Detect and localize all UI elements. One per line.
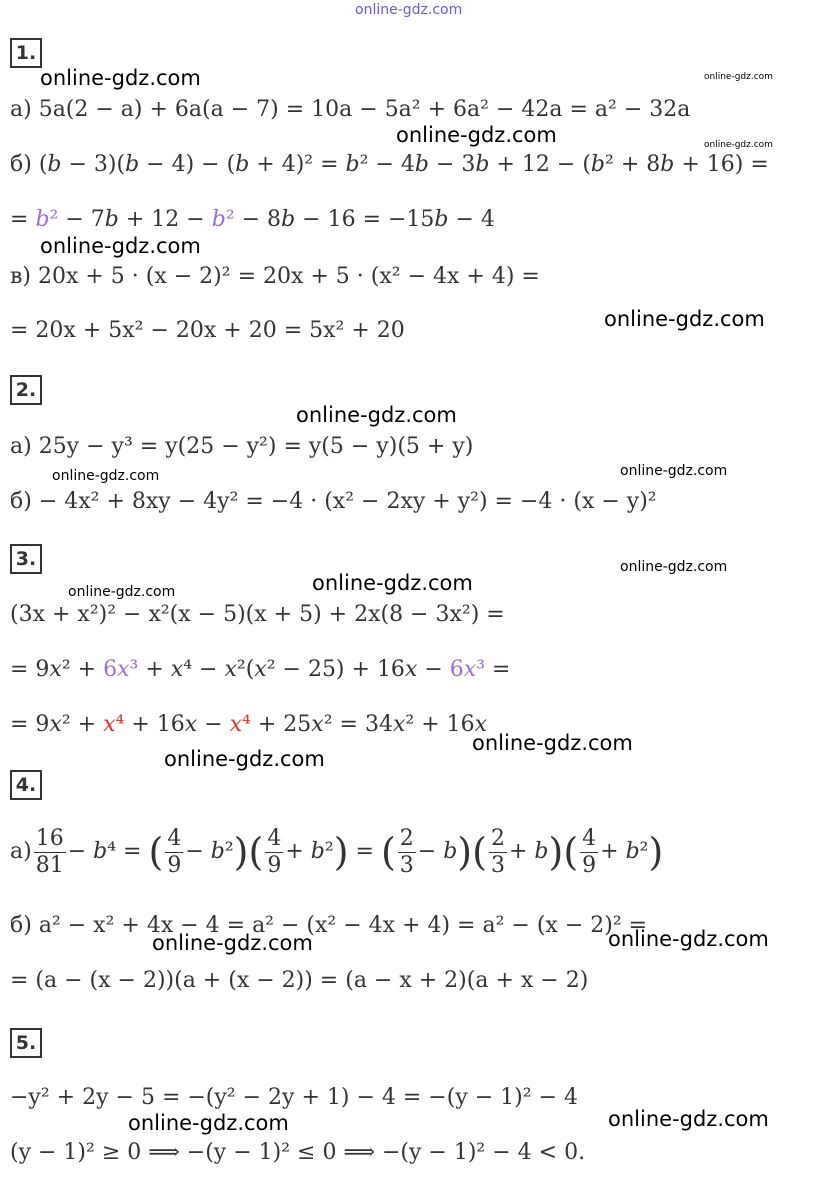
task-number-2: 2.	[10, 375, 42, 405]
task-number-4: 4.	[10, 770, 42, 800]
watermark: online-gdz.com	[472, 731, 633, 755]
task4-line-b1: б) a² − x² + 4x − 4 = a² − (x² − 4x + 4) = a² − (x − 2)² =	[10, 913, 648, 938]
task5-line-2: (y − 1)² ≥ 0 ⟹ −(y − 1)² ≤ 0 ⟹ −(y − 1)² − 4 < 0.	[10, 1140, 586, 1165]
task-number-1: 1.	[10, 38, 42, 68]
watermark: online-gdz.com	[68, 584, 176, 600]
watermark: online-gdz.com	[40, 234, 201, 258]
watermark: online-gdz.com	[704, 140, 773, 150]
task5-line-1: −y² + 2y − 5 = −(y² − 2y + 1) − 4 = −(y − 1)² − 4	[10, 1085, 578, 1110]
task3-line-2: = 9x² + 6x³ + x⁴ − x²(x² − 25) + 16x − 6x³ =	[10, 657, 511, 682]
task1-line-v1: в) 20x + 5 · (x − 2)² = 20x + 5 · (x² − 4x + 4) =	[10, 264, 540, 289]
task1-line-v2: = 20x + 5x² − 20x + 20 = 5x² + 20	[10, 318, 405, 343]
watermark: online-gdz.com	[52, 468, 160, 484]
watermark: online-gdz.com	[608, 1107, 769, 1131]
task2-line-a: а) 25y − y³ = y(25 − y²) = y(5 − y)(5 + y)	[10, 434, 474, 459]
watermark: online-gdz.com	[152, 931, 313, 955]
watermark: online-gdz.com	[128, 1111, 289, 1135]
task3-line-1: (3x + x²)² − x²(x − 5)(x + 5) + 2x(8 − 3x²) =	[10, 602, 505, 627]
task4-line-b2: = (a − (x − 2))(a + (x − 2)) = (a − x + 2)(a + x − 2)	[10, 968, 589, 993]
task4-line-a: а) $\frac{16}{81}$ − b⁴ = ( $\frac{4}{9}$ − b²)( $\frac{4}{9}$ + b²) = ( $\frac{2}{3}$ − b)( $\frac{2}{3}$ + b)( $\frac{4}{9}$ + b²)	[10, 826, 664, 878]
watermark: online-gdz.com	[40, 66, 201, 90]
watermark: online-gdz.com	[620, 559, 728, 575]
task1-line-b2: = b² − 7b + 12 − b² − 8b − 16 = −15b − 4	[10, 207, 495, 232]
task2-line-b: б) − 4x² + 8xy − 4y² = −4 · (x² − 2xy + y²) = −4 · (x − y)²	[10, 489, 657, 514]
watermark: online-gdz.com	[296, 403, 457, 427]
watermark: online-gdz.com	[164, 747, 325, 771]
watermark: online-gdz.com	[704, 72, 773, 82]
header-watermark: online-gdz.com	[355, 2, 463, 18]
task-number-3: 3.	[10, 544, 42, 574]
task1-line-a: а) 5a(2 − a) + 6a(a − 7) = 10a − 5a² + 6a² − 42a = a² − 32a	[10, 97, 691, 122]
task1-line-b1: б) (b − 3)(b − 4) − (b + 4)² = b² − 4b − 3b + 12 − (b² + 8b + 16) =	[10, 152, 769, 177]
watermark: online-gdz.com	[396, 123, 557, 147]
watermark: online-gdz.com	[604, 307, 765, 331]
watermark: online-gdz.com	[312, 571, 473, 595]
task-number-5: 5.	[10, 1028, 42, 1058]
watermark: online-gdz.com	[620, 463, 728, 479]
task3-line-3: = 9x² + x⁴ + 16x − x⁴ + 25x² = 34x² + 16x	[10, 712, 488, 737]
watermark: online-gdz.com	[608, 927, 769, 951]
